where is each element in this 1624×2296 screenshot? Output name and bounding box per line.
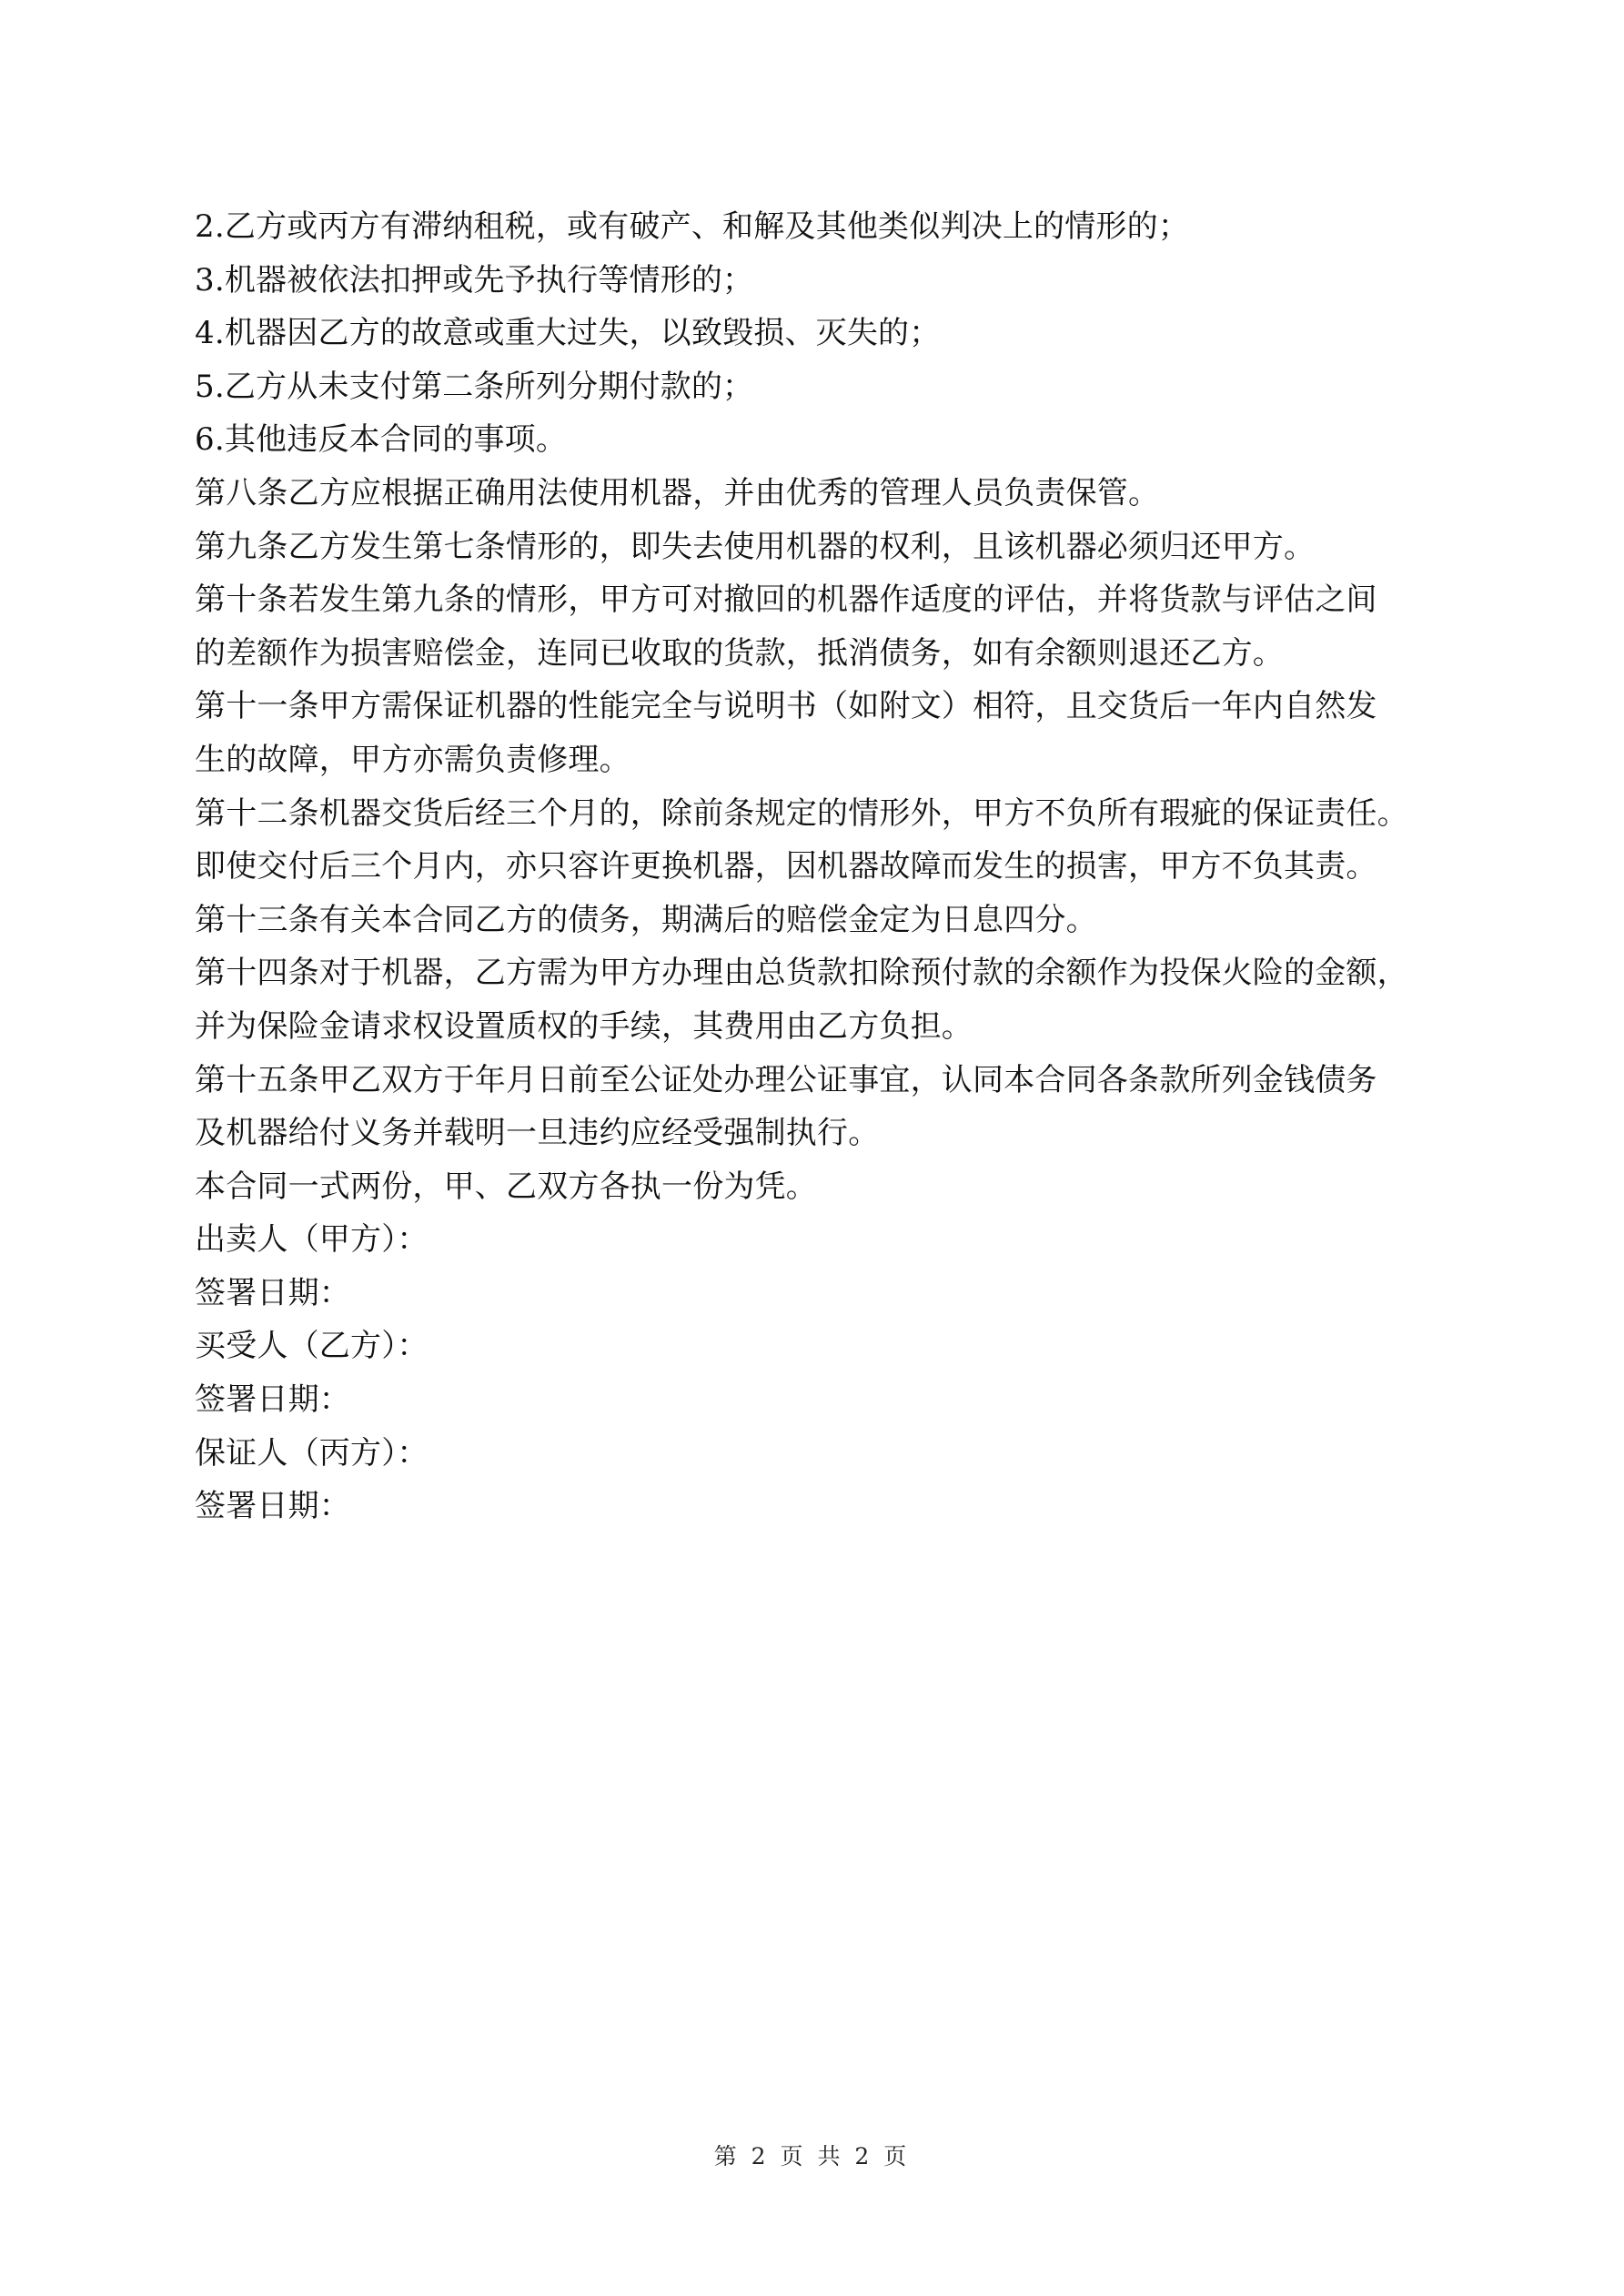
article-11-line-2: 生的故障，甲方亦需负责修理。 — [195, 741, 630, 778]
article-13: 第十三条有关本合同乙方的债务，期满后的赔偿金定为日息四分。 — [195, 901, 1097, 938]
article-11-line-1: 第十一条甲方需保证机器的性能完全与说明书（如附文）相符，且交货后一年内自然发 — [195, 688, 1377, 725]
seller-label: 出卖人（甲方）： — [195, 1221, 429, 1259]
article-12-line-2: 即使交付后三个月内，亦只容许更换机器，因机器故障而发生的损害，甲方不负其责。 — [195, 848, 1377, 885]
list-item-4: 4.机器因乙方的故意或重大过失，以致毁损、灭失的； — [195, 315, 941, 352]
article-10-line-1: 第十条若发生第九条的情形，甲方可对撤回的机器作适度的评估，并将货款与评估之间 — [195, 582, 1377, 619]
list-item-3: 3.机器被依法扣押或先予执行等情形的； — [195, 261, 754, 298]
copies-clause: 本合同一式两份，甲、乙双方各执一份为凭。 — [195, 1168, 817, 1205]
list-item-2: 2.乙方或丙方有滞纳租税，或有破产、和解及其他类似判决上的情形的； — [195, 208, 1190, 245]
article-14-line-2: 并为保险金请求权设置质权的手续，其费用由乙方负担。 — [195, 1007, 973, 1045]
seller-signing-date-label: 签署日期： — [195, 1274, 350, 1311]
page-number: 第 2 页 共 2 页 — [713, 2143, 911, 2170]
article-15-line-2: 及机器给付义务并载明一旦违约应经受强制执行。 — [195, 1115, 880, 1152]
article-12-line-1: 第十二条机器交货后经三个月的，除前条规定的情形外，甲方不负所有瑕疵的保证责任。 — [195, 794, 1408, 832]
article-9: 第九条乙方发生第七条情形的，即失去使用机器的权利，且该机器必须归还甲方。 — [195, 528, 1316, 565]
list-item-5: 5.乙方从未支付第二条所列分期付款的； — [195, 368, 754, 405]
buyer-signing-date-label: 签署日期： — [195, 1381, 350, 1419]
article-10-line-2: 的差额作为损害赔偿金，连同已收取的货款，抵消债务，如有余额则退还乙方。 — [195, 634, 1284, 672]
article-15-line-1: 第十五条甲乙双方于年月日前至公证处办理公证事宜，认同本合同各条款所列金钱债务 — [195, 1061, 1377, 1098]
document-body — [195, 200, 1468, 1533]
list-item-6: 6.其他违反本合同的事项。 — [195, 421, 568, 459]
buyer-label: 买受人（乙方）： — [195, 1328, 429, 1365]
guarantor-label: 保证人（丙方）： — [195, 1434, 429, 1472]
article-8: 第八条乙方应根据正确用法使用机器，并由优秀的管理人员负责保管。 — [195, 474, 1160, 511]
guarantor-signing-date-label: 签署日期： — [195, 1488, 350, 1525]
article-14-line-1: 第十四条对于机器，乙方需为甲方办理由总货款扣除预付款的余额作为投保火险的金额， — [195, 955, 1408, 992]
